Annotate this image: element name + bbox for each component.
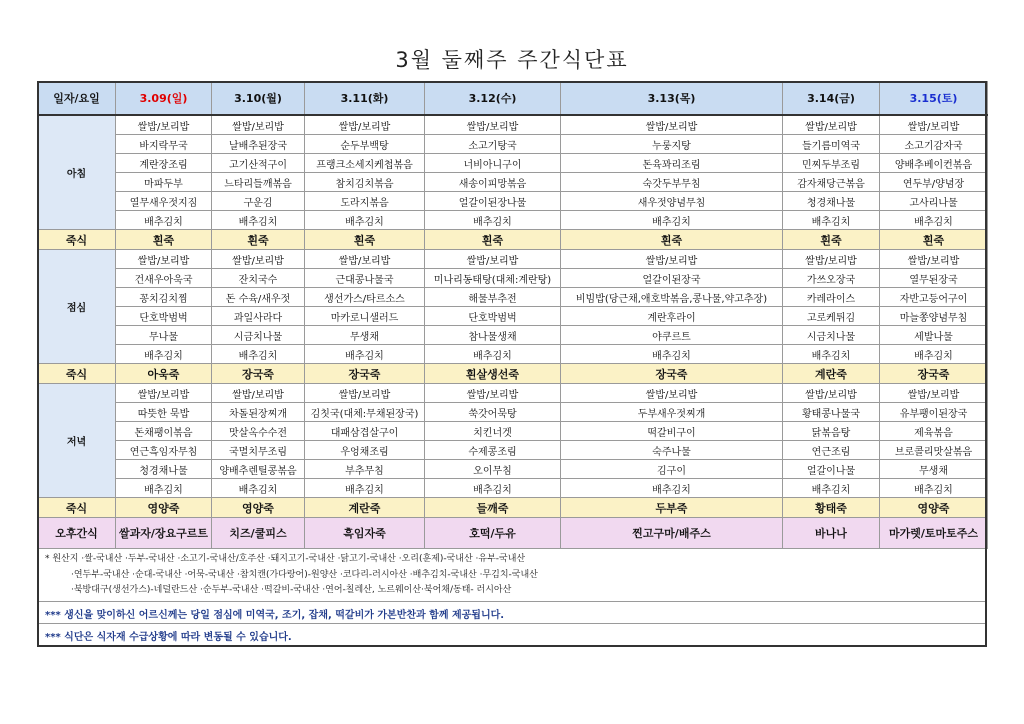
menu-cell: 참나물생채 bbox=[425, 326, 561, 345]
meal-label-breakfast: 아침 bbox=[38, 115, 116, 230]
menu-cell: 쌀밥/보리밥 bbox=[880, 115, 988, 135]
notes-section bbox=[39, 549, 985, 645]
porridge-cell: 흰죽 bbox=[212, 230, 305, 250]
menu-cell: 바지락무국 bbox=[116, 135, 212, 154]
day-header-fri: 3.14(금) bbox=[783, 82, 880, 116]
menu-cell: 해물부추전 bbox=[425, 288, 561, 307]
porridge-cell: 장국죽 bbox=[561, 364, 783, 384]
porridge-cell: 장국죽 bbox=[212, 364, 305, 384]
menu-cell: 배추김치 bbox=[305, 211, 425, 230]
menu-cell: 배추김치 bbox=[116, 345, 212, 364]
menu-cell: 배추김치 bbox=[425, 479, 561, 498]
menu-cell: 오이무침 bbox=[425, 460, 561, 479]
menu-cell: 연근흑임자무침 bbox=[116, 441, 212, 460]
snack-cell: 마가렛/토마토주스 bbox=[880, 518, 988, 549]
snack-cell: 치즈/쿨피스 bbox=[212, 518, 305, 549]
menu-cell: 배추김치 bbox=[561, 345, 783, 364]
menu-cell: 배추김치 bbox=[425, 345, 561, 364]
menu-cell: 떡갈비구이 bbox=[561, 422, 783, 441]
snack-cell: 흑임자죽 bbox=[305, 518, 425, 549]
menu-cell: 고기산적구이 bbox=[212, 154, 305, 173]
porridge-cell: 들깨죽 bbox=[425, 498, 561, 518]
origin-info bbox=[39, 549, 985, 601]
porridge-cell: 흰죽 bbox=[880, 230, 988, 250]
porridge-cell: 황태죽 bbox=[783, 498, 880, 518]
menu-cell: 새송이피망볶음 bbox=[425, 173, 561, 192]
menu-cell: 야쿠르트 bbox=[561, 326, 783, 345]
menu-cell: 너비아니구이 bbox=[425, 154, 561, 173]
menu-cell: 쌀밥/보리밥 bbox=[116, 384, 212, 403]
porridge-cell: 두부죽 bbox=[561, 498, 783, 518]
menu-cell: 돈채팽이볶음 bbox=[116, 422, 212, 441]
date-day-header: 일자/요일 bbox=[38, 82, 116, 116]
menu-cell: 연근조림 bbox=[783, 441, 880, 460]
menu-cell: 쌀밥/보리밥 bbox=[425, 384, 561, 403]
menu-cell: 돈육꽈리조림 bbox=[561, 154, 783, 173]
menu-cell: 세발나물 bbox=[880, 326, 988, 345]
porridge-cell: 장국죽 bbox=[880, 364, 988, 384]
origin-line: ·북방대구(생선가스)-네덜란드산 ·순두부-국내산 ·떡갈비-국내산 ·연어-칠레산, 노르웨이산·북어채/동태- 러시아산 bbox=[71, 585, 512, 595]
menu-cell: 쌀밥/보리밥 bbox=[783, 250, 880, 269]
menu-cell: 청경채나물 bbox=[783, 192, 880, 211]
meal-label-dinner: 저녁 bbox=[38, 384, 116, 498]
menu-cell: 구운김 bbox=[212, 192, 305, 211]
menu-cell: 배추김치 bbox=[880, 479, 988, 498]
menu-cell: 시금치나물 bbox=[212, 326, 305, 345]
menu-cell: 쌀밥/보리밥 bbox=[561, 384, 783, 403]
menu-cell: 배추김치 bbox=[305, 479, 425, 498]
menu-cell: 고사리나물 bbox=[880, 192, 988, 211]
menu-cell: 맛살옥수수전 bbox=[212, 422, 305, 441]
menu-cell: 배추김치 bbox=[561, 211, 783, 230]
menu-cell: 쌀밥/보리밥 bbox=[561, 115, 783, 135]
menu-cell: 배추김치 bbox=[305, 345, 425, 364]
menu-cell: 단호박범벅 bbox=[116, 307, 212, 326]
menu-cell: 배추김치 bbox=[212, 345, 305, 364]
snack-cell: 호떡/두유 bbox=[425, 518, 561, 549]
menu-cell: 쌀밥/보리밥 bbox=[305, 250, 425, 269]
porridge-cell: 영양죽 bbox=[116, 498, 212, 518]
menu-cell: 계란장조림 bbox=[116, 154, 212, 173]
menu-cell: 열무된장국 bbox=[880, 269, 988, 288]
menu-cell: 누룽지탕 bbox=[561, 135, 783, 154]
menu-cell: 쌀밥/보리밥 bbox=[425, 250, 561, 269]
menu-cell: 소고기탕국 bbox=[425, 135, 561, 154]
day-header-sat: 3.15(토) bbox=[880, 82, 988, 116]
menu-cell: 숙갓두부무침 bbox=[561, 173, 783, 192]
origin-line: * 원산지 ·쌀-국내산 ·두부-국내산 ·소고기-국내산/호주산 ·돼지고기-국내산 ·닭고기-국내산 ·오리(훈제)-국내산 ·유부-국내산 bbox=[45, 554, 526, 564]
menu-cell: 생선가스/타르소스 bbox=[305, 288, 425, 307]
day-header-wed: 3.12(수) bbox=[425, 82, 561, 116]
porridge-cell: 흰죽 bbox=[305, 230, 425, 250]
menu-cell: 쌀밥/보리밥 bbox=[116, 250, 212, 269]
menu-cell: 고로케튀김 bbox=[783, 307, 880, 326]
menu-cell: 소고기감자국 bbox=[880, 135, 988, 154]
menu-cell: 쌀밥/보리밥 bbox=[561, 250, 783, 269]
menu-cell: 배추김치 bbox=[116, 479, 212, 498]
menu-cell: 가쓰오장국 bbox=[783, 269, 880, 288]
menu-cell: 배추김치 bbox=[783, 479, 880, 498]
porridge-cell: 영양죽 bbox=[880, 498, 988, 518]
menu-cell: 제육볶음 bbox=[880, 422, 988, 441]
menu-cell: 열무새우젓지짐 bbox=[116, 192, 212, 211]
menu-cell: 순두부백탕 bbox=[305, 135, 425, 154]
menu-cell: 브로콜리맛살볶음 bbox=[880, 441, 988, 460]
menu-cell: 쌀밥/보리밥 bbox=[880, 384, 988, 403]
birthday-notice: *** 생신을 맞이하신 어르신께는 당일 점심에 미역국, 조기, 잡채, 떡갈비가 가본반찬과 함께 제공됩니다. bbox=[39, 601, 985, 623]
origin-line: ·연두부-국내산 ·순대-국내산 ·어묵-국내산 ·참치캔(가다랑어)-원양산 ·코다리-러시아산 ·배추김치-국내산 ·무김치-국내산 bbox=[71, 569, 538, 580]
menu-cell: 쌀밥/보리밥 bbox=[212, 250, 305, 269]
menu-cell: 계란후라이 bbox=[561, 307, 783, 326]
menu-cell: 과일사라다 bbox=[212, 307, 305, 326]
menu-cell: 감자채당근볶음 bbox=[783, 173, 880, 192]
menu-cell: 쌀밥/보리밥 bbox=[305, 115, 425, 135]
menu-cell: 양배추베이컨볶음 bbox=[880, 154, 988, 173]
menu-cell: 무생채 bbox=[880, 460, 988, 479]
menu-cell: 미나리동태탕(대체:계란탕) bbox=[425, 269, 561, 288]
menu-cell: 쑥갓어묵탕 bbox=[425, 403, 561, 422]
snack-label: 오후간식 bbox=[38, 518, 116, 549]
menu-cell: 쌀밥/보리밥 bbox=[305, 384, 425, 403]
menu-cell: 마늘쫑양념무침 bbox=[880, 307, 988, 326]
porridge-cell: 흰살생선죽 bbox=[425, 364, 561, 384]
menu-cell: 쌀밥/보리밥 bbox=[880, 250, 988, 269]
snack-cell: 찐고구마/배주스 bbox=[561, 518, 783, 549]
day-header-tue: 3.11(화) bbox=[305, 82, 425, 116]
menu-cell: 민찌두부조림 bbox=[783, 154, 880, 173]
menu-cell: 배추김치 bbox=[212, 211, 305, 230]
menu-cell: 얼갈이된장국 bbox=[561, 269, 783, 288]
menu-cell: 쌀밥/보리밥 bbox=[425, 115, 561, 135]
menu-cell: 청경채나물 bbox=[116, 460, 212, 479]
menu-cell: 돈 수육/새우젓 bbox=[212, 288, 305, 307]
menu-cell: 쌀밥/보리밥 bbox=[212, 115, 305, 135]
menu-cell: 배추김치 bbox=[783, 345, 880, 364]
porridge-label: 죽식 bbox=[38, 364, 116, 384]
menu-cell: 건새우아욱국 bbox=[116, 269, 212, 288]
porridge-cell: 흰죽 bbox=[116, 230, 212, 250]
porridge-cell: 영양죽 bbox=[212, 498, 305, 518]
porridge-label: 죽식 bbox=[38, 498, 116, 518]
menu-cell: 참치김치볶음 bbox=[305, 173, 425, 192]
menu-cell: 따뜻한 묵밥 bbox=[116, 403, 212, 422]
menu-cell: 배추김치 bbox=[783, 211, 880, 230]
menu-cell: 우엉채조림 bbox=[305, 441, 425, 460]
menu-cell: 배추김치 bbox=[880, 211, 988, 230]
menu-cell: 국멸치무조림 bbox=[212, 441, 305, 460]
menu-cell: 단호박범벅 bbox=[425, 307, 561, 326]
menu-cell: 차돌된장찌개 bbox=[212, 403, 305, 422]
menu-cell: 김칫국(대체:무채된장국) bbox=[305, 403, 425, 422]
porridge-cell: 계란죽 bbox=[783, 364, 880, 384]
menu-cell: 무나물 bbox=[116, 326, 212, 345]
porridge-cell: 장국죽 bbox=[305, 364, 425, 384]
menu-cell: 느타리들깨볶음 bbox=[212, 173, 305, 192]
menu-cell: 황태콩나물국 bbox=[783, 403, 880, 422]
menu-cell: 수제콩조림 bbox=[425, 441, 561, 460]
menu-cell: 자반고등어구이 bbox=[880, 288, 988, 307]
menu-cell: 카레라이스 bbox=[783, 288, 880, 307]
menu-cell: 치킨너겟 bbox=[425, 422, 561, 441]
porridge-label: 죽식 bbox=[38, 230, 116, 250]
menu-cell: 유부팽이된장국 bbox=[880, 403, 988, 422]
meal-label-lunch: 점심 bbox=[38, 250, 116, 364]
menu-cell: 들기름미역국 bbox=[783, 135, 880, 154]
menu-cell: 닭볶음탕 bbox=[783, 422, 880, 441]
porridge-cell: 흰죽 bbox=[783, 230, 880, 250]
menu-cell: 배추김치 bbox=[561, 479, 783, 498]
menu-cell: 근대콩나물국 bbox=[305, 269, 425, 288]
menu-cell: 숙주나물 bbox=[561, 441, 783, 460]
menu-cell: 부추무침 bbox=[305, 460, 425, 479]
menu-cell: 시금치나물 bbox=[783, 326, 880, 345]
menu-cell: 얼갈이된장나물 bbox=[425, 192, 561, 211]
snack-cell: 바나나 bbox=[783, 518, 880, 549]
menu-cell: 새우젓양념무침 bbox=[561, 192, 783, 211]
menu-cell: 두부새우젓찌개 bbox=[561, 403, 783, 422]
menu-cell: 쌀밥/보리밥 bbox=[116, 115, 212, 135]
page-title: 3월 둘째주 주간식단표 bbox=[395, 48, 629, 72]
snack-cell: 쌀과자/장요구르트 bbox=[116, 518, 212, 549]
day-header-thu: 3.13(목) bbox=[561, 82, 783, 116]
porridge-cell: 아욱죽 bbox=[116, 364, 212, 384]
menu-cell: 쌀밥/보리밥 bbox=[212, 384, 305, 403]
menu-cell: 프랭크소세지케첩볶음 bbox=[305, 154, 425, 173]
porridge-cell: 계란죽 bbox=[305, 498, 425, 518]
menu-cell: 양배추렌틸콩볶음 bbox=[212, 460, 305, 479]
menu-cell: 꽁치김치찜 bbox=[116, 288, 212, 307]
menu-cell: 마파두부 bbox=[116, 173, 212, 192]
menu-cell: 마카로니샐러드 bbox=[305, 307, 425, 326]
day-header-sun: 3.09(일) bbox=[116, 82, 212, 116]
menu-cell: 배추김치 bbox=[425, 211, 561, 230]
menu-cell: 배추김치 bbox=[880, 345, 988, 364]
menu-cell: 도라지볶음 bbox=[305, 192, 425, 211]
menu-cell: 연두부/양념장 bbox=[880, 173, 988, 192]
menu-cell: 김구이 bbox=[561, 460, 783, 479]
menu-change-notice: *** 식단은 식자재 수급상황에 따라 변동될 수 있습니다. bbox=[39, 623, 985, 645]
menu-cell: 대패삼겹살구이 bbox=[305, 422, 425, 441]
menu-cell: 비빔밥(당근채,애호박볶음,콩나물,약고추장) bbox=[561, 288, 783, 307]
menu-cell: 쌀밥/보리밥 bbox=[783, 115, 880, 135]
menu-cell: 잔치국수 bbox=[212, 269, 305, 288]
menu-cell: 날배추된장국 bbox=[212, 135, 305, 154]
menu-cell: 쌀밥/보리밥 bbox=[783, 384, 880, 403]
menu-cell: 배추김치 bbox=[212, 479, 305, 498]
day-header-mon: 3.10(월) bbox=[212, 82, 305, 116]
porridge-cell: 흰죽 bbox=[425, 230, 561, 250]
porridge-cell: 흰죽 bbox=[561, 230, 783, 250]
menu-cell: 배추김치 bbox=[116, 211, 212, 230]
menu-cell: 무생채 bbox=[305, 326, 425, 345]
menu-cell: 얼갈이나물 bbox=[783, 460, 880, 479]
